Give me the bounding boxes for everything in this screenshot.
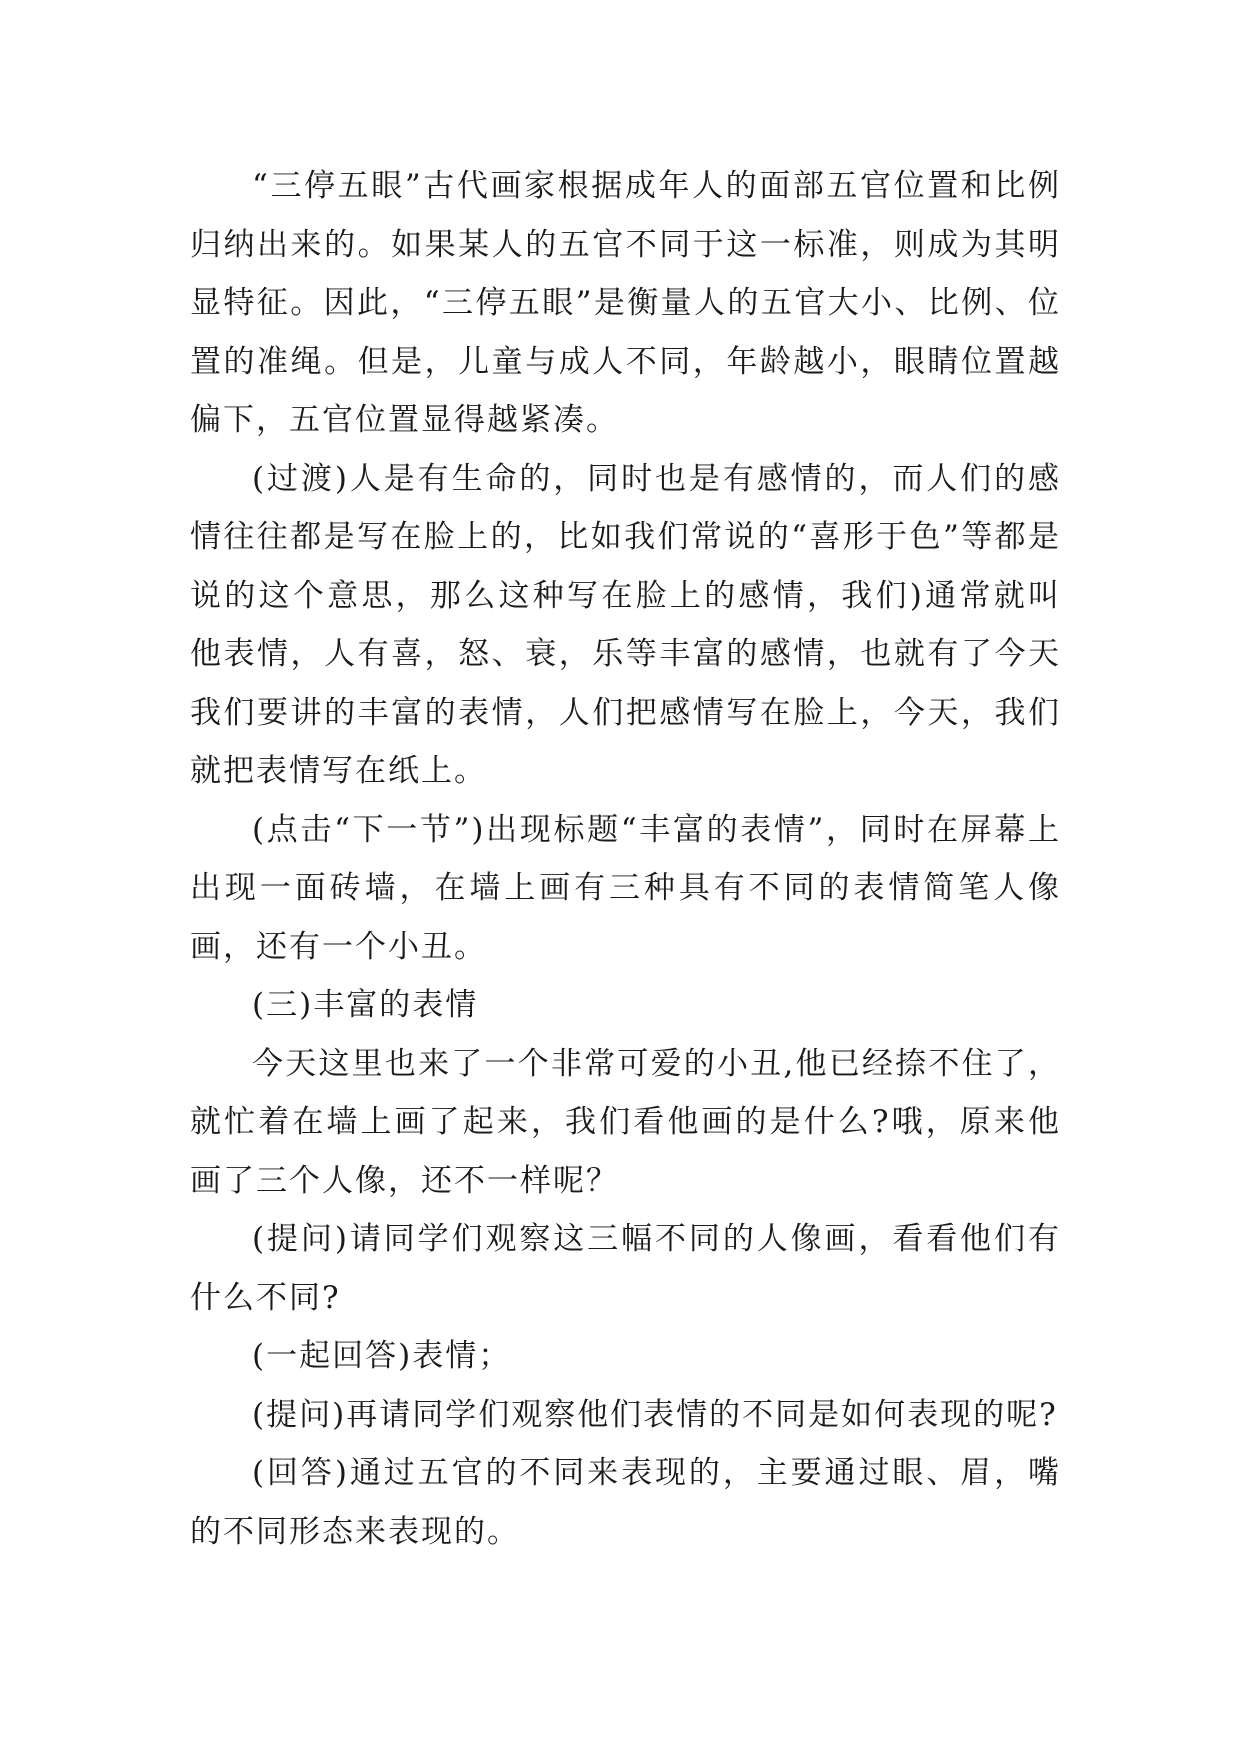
paragraph-answer-2: (回答)通过五官的不同来表现的，主要通过眼、眉，嘴的不同形态来表现的。 xyxy=(190,1455,1061,1550)
paragraph-clown: 今天这里也来了一个非常可爱的小丑,他已经捺不住了，就忙着在墙上画了起来，我们看他画的是什么?哦，原来他画了三个人像，还不一样呢？ xyxy=(190,1045,1061,1199)
section-heading: (三)丰富的表情 xyxy=(252,987,479,1023)
document-body xyxy=(190,157,1061,1561)
paragraph-transition: (过渡)人是有生命的，同时也是有感情的，而人们的感情往往都是写在脸上的，比如我们常说的“喜形于色”等都是说的这个意思，那么这种写在脸上的感情，我们)通常就叫他表情，人有喜，怒、衰，乐等丰富的感情，也就有了今天我们要讲的丰富的表情，人们把感情写在脸上，今天，我们就把表情写在纸上。 xyxy=(190,460,1061,789)
paragraph-three-courts-five-eyes: “三停五眼”古代画家根据成年人的面部五官位置和比例归纳出来的。如果某人的五官不同于这一标准，则成为其明显特征。因此，“三停五眼”是衡量人的五官大小、比例、位置的准绳。但是，儿童与成人不同，年龄越小，眼睛位置越偏下，五官位置显得越紧凑。 xyxy=(190,168,1061,438)
paragraph-question-2: (提问)再请同学们观察他们表情的不同是如何表现的呢? xyxy=(252,1396,1058,1433)
paragraph-question-1: (提问)请同学们观察这三幅不同的人像画，看看他们有什么不同? xyxy=(190,1221,1061,1316)
paragraph-answer-1: (一起回答)表情； xyxy=(252,1338,512,1374)
paragraph-next-section: (点击“下一节”)出现标题“丰富的表情”，同时在屏幕上出现一面砖墙，在墙上画有三种具有不同的表情简笔人像画，还有一个小丑。 xyxy=(190,811,1061,965)
